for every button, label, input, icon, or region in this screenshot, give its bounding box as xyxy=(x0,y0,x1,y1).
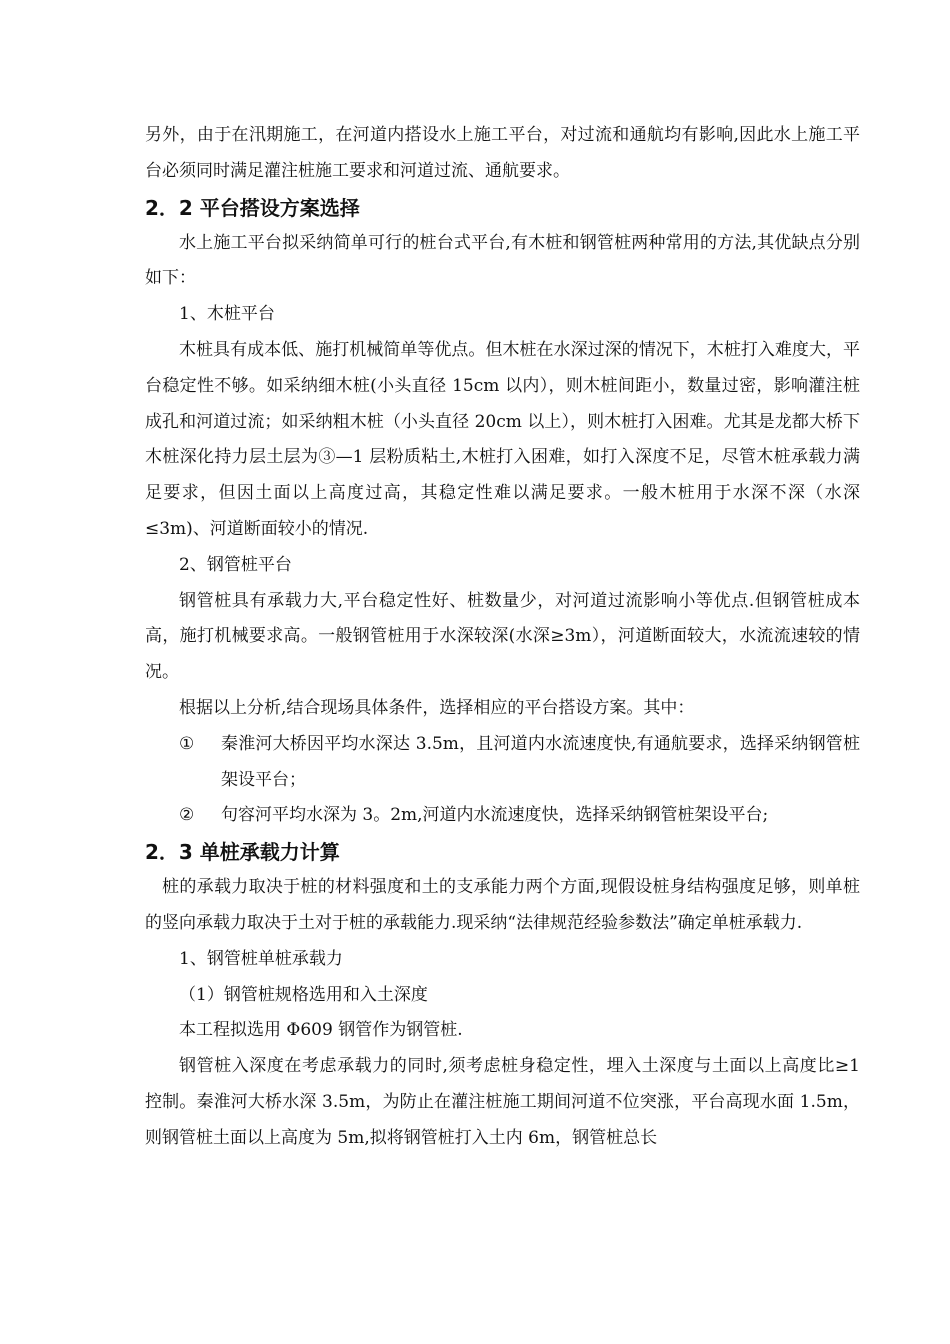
subheading-steel-pile: 2、钢管桩平台 xyxy=(179,554,292,575)
list-marker: ② xyxy=(179,805,195,826)
paragraph-platform-intro: 水上施工平台拟采纳简单可行的桩台式平台,有木桩和钢管桩两种常用的方法,其优缺点分别如下： xyxy=(145,232,860,289)
paragraph-steel-pile: 钢管桩具有承载力大,平台稳定性好、桩数量少，对河道过流影响小等优点.但钢管桩成本高，施打机械要求高。一般钢管桩用于水深较深(水深≥3m），河道断面较大，水流流速较的情况。 xyxy=(145,590,860,683)
paragraph-bearing-capacity: 桩的承载力取决于桩的材料强度和土的支承能力两个方面,现假设桩身结构强度足够，则单桩的竖向承载力取决于土对于桩的承载能力.现采纳“法律规范经验参数法”确定单桩承载力. xyxy=(145,877,860,933)
list-item-jurong xyxy=(145,798,860,834)
subheading-wood-pile: 1、木桩平台 xyxy=(179,304,275,325)
paragraph-analysis: 根据以上分析,结合现场具体条件，选择相应的平台搭设方案。其中： xyxy=(179,697,695,718)
list-item-qinhuai xyxy=(145,727,860,799)
paragraph-embedment-depth: 钢管桩入深度在考虑承载力的同时,须考虑桩身稳定性，埋入土深度与土面以上高度比≥1 控制。秦淮河大桥水深 3.5m，为防止在灌注桩施工期间河道不位突涨，平台高现水面 1.5m，则钢管桩土面以上高度为 5m,拟将钢管桩打入土内 6m，钢管桩总长 xyxy=(145,1056,860,1148)
paragraph-flood-season: 另外，由于在汛期施工，在河道内搭设水上施工平台，对过流和通航均有影响,因此水上施工平台必须同时满足灌注桩施工要求和河道过流、通航要求。 xyxy=(145,125,860,181)
list-marker: ① xyxy=(179,733,195,754)
list-item-text: 秦淮河大桥因平均水深达 3.5m，且河道内水流速度快,有通航要求，选择采纳钢管桩架设平台； xyxy=(221,733,860,790)
subheading-steel-pile-capacity: 1、钢管桩单桩承载力 xyxy=(179,948,343,969)
subheading-spec-depth: （1）钢管桩规格选用和入土深度 xyxy=(179,984,428,1005)
heading-2-3: 2．3 单桩承载力计算 xyxy=(145,840,340,865)
document-body xyxy=(145,118,860,1157)
paragraph-pipe-selection: 本工程拟选用 Φ609 钢管作为钢管桩. xyxy=(179,1020,463,1041)
list-item-text: 句容河平均水深为 3。2m,河道内水流速度快，选择采纳钢管桩架设平台; xyxy=(221,805,769,826)
heading-2-2: 2．2 平台搭设方案选择 xyxy=(145,195,360,220)
paragraph-wood-pile: 木桩具有成本低、施打机械简单等优点。但木桩在水深过深的情况下，木桩打入难度大，平台稳定性不够。如采纳细木桩(小头直径 15cm 以内），则木桩间距小，数量过密，影响灌注桩成孔和河道过流；如采纳粗木桩（小头直径 20cm 以上），则木桩打入困难。尤其是龙都大桥下木桩深化持力层土层为③—1 层粉质粘土,木桩打入困难，如打入深度不足，尽管木桩承载力满足要求，但因土面以上高度过高，其稳定性难以满足要求。一般木桩用于水深不深（水深≤3m)、河道断面较小的情况. xyxy=(145,339,860,539)
